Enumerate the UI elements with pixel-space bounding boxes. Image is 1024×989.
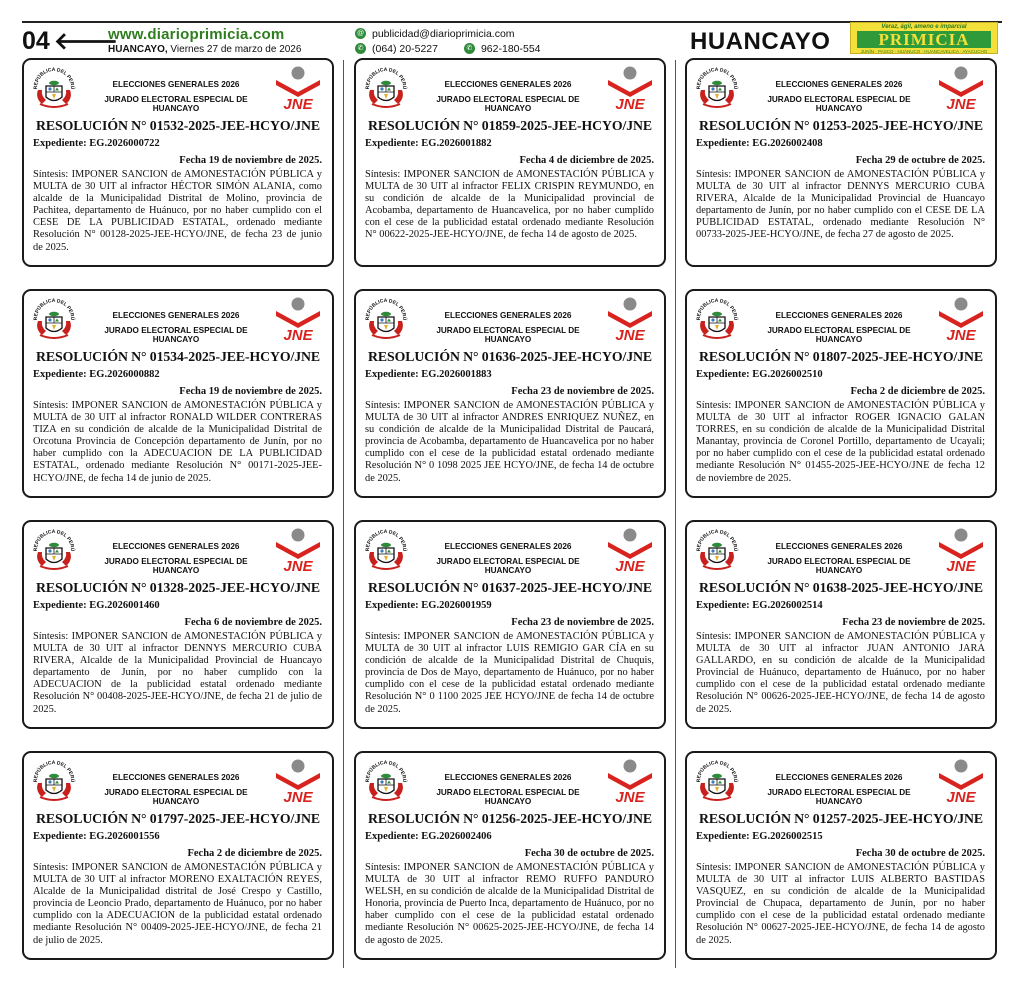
svg-text:JNE: JNE [615,789,645,803]
jury-title: JURADO ELECTORAL ESPECIAL DE HUANCAYO [436,95,580,113]
svg-text:REPÚBLICA DEL PERÚ: REPÚBLICA DEL PERÚ [364,297,408,321]
notice-header [356,753,664,809]
expediente: Expediente: EG.2026002515 [696,831,823,842]
resolution-notice [685,751,997,960]
resolution-number: RESOLUCIÓN N° 01256-2025-JEE-HCYO/JNE [368,811,652,826]
resolution-number: RESOLUCIÓN N° 01859-2025-JEE-HCYO/JNE [368,118,652,133]
resolution-number: RESOLUCIÓN N° 01534-2025-JEE-HCYO/JNE [36,349,320,364]
column-divider [343,60,344,968]
svg-text:REPÚBLICA DEL PERÚ: REPÚBLICA DEL PERÚ [695,66,739,90]
resolution-notice [354,289,666,498]
jne-logo-icon [937,759,985,803]
expediente: Expediente: EG.2026002510 [696,369,823,380]
resolution-notice [354,520,666,729]
svg-text:JNE: JNE [283,558,313,572]
brand-name: PRIMICIA [857,31,991,48]
jury-title: JURADO ELECTORAL ESPECIAL DE HUANCAYO [104,788,248,806]
svg-text:REPÚBLICA DEL PERÚ: REPÚBLICA DEL PERÚ [32,66,76,90]
jne-logo-icon [274,759,322,803]
email-link[interactable]: publicidad@diarioprimicia.com [372,27,515,40]
phone-number: (064) 20-5227 [372,42,438,55]
election-title: ELECCIONES GENERALES 2026 [444,542,572,551]
phone-icon: ✆ [355,43,366,54]
resolution-synthesis: Síntesis: IMPONER SANCION de AMONESTACIÓN PÚBLICA y MULTA de 30 UIT al infractor RONALD WILDER CONTRERAS TIZA en su condición de alcalde de la Municipalidad Distrital de Orcotuna Provincia de Concepción departamento de Junín, por no haber cumplido con la ADECUACION DE LA PUBLICIDAD ESTATAL, ordenado mediante Resolución N° 00171-2025-JEE-HCYO/JNE, de fecha 14 de junio de 2025. [33,400,322,484]
jury-title: JURADO ELECTORAL ESPECIAL DE HUANCAYO [436,788,580,806]
site-block [108,26,301,55]
dateline-date: Viernes 27 de marzo de 2026 [167,44,302,55]
resolution-synthesis: Síntesis: IMPONER SANCION de AMONESTACIÓN PÚBLICA y MULTA de 30 UIT al infractor LUIS ALBERTO BASTIDAS VASQUEZ, en su condición de alcalde de la Municipalidad Provincial de Chupaca, departamento de Junín, por no haber cumplido con el cese de la publicidad estatal ordenado mediante Resolución N° 00627-2025-JEE-HCYO/JNE, de fecha 14 de agosto de 2025. [696,862,985,946]
expediente: Expediente: EG.2026001959 [365,600,492,611]
peru-coat-of-arms-icon [695,528,739,572]
resolution-number: RESOLUCIÓN N° 01257-2025-JEE-HCYO/JNE [699,811,983,826]
resolution-notice [354,751,666,960]
email-icon: @ [356,30,365,37]
primicia-logo [850,22,998,54]
resolution-synthesis: Síntesis: IMPONER SANCION de AMONESTACIÓN PÚBLICA y MULTA de 30 UIT al infractor FELIX CRISPIN REYMUNDO, en su condición de alcalde de la Municipalidad provincial de Acobamba, departamento de Huancavelica, por no haber cumplido con el cese de la publicidad estatal ordenado mediante Resolución N° 00622-2025-JEE-HCYO/JNE, de fecha 14 de agosto de 2025. [365,169,654,241]
resolution-synthesis: Síntesis: IMPONER SANCION de AMONESTACIÓN PÚBLICA y MULTA de 30 UIT al infractor DENNYS MERCURIO CUBA RIVERA, Alcalde de la Municipalidad Provincial de Huancayo departamento de Junín, por no haber cumplido con la ADECUACION de la publicidad estatal ordenado mediante Resolución N° 00408-2025-JEE-HCYO/JNE, de fecha 21 de julio de 2025. [33,631,322,715]
resolution-synthesis: Síntesis: IMPONER SANCION de AMONESTACIÓN PÚBLICA y MULTA de 30 UIT al infractor ROGER IGNACIO GALAN TORRES, en su condición de alcalde de la Municipalidad Distrital Manantay, provincia de Coronel Portillo, departamento de Ucayali; por no haber cumplido con el cese de la publicidad estatal ordenado mediante Resolución N° 01455-2025-JEE-HCYO/JNE de fecha 12 de noviembre de 2025. [696,400,985,484]
jne-logo-icon [274,297,322,341]
notice-header [356,522,664,578]
resolution-date: Fecha 30 de octubre de 2025. [855,848,985,859]
resolution-date: Fecha 29 de octubre de 2025. [855,155,985,166]
resolution-synthesis: Síntesis: IMPONER SANCION de AMONESTACIÓN PÚBLICA y MULTA de 30 UIT al infractor HÉCTOR SIMÓN ALANIA, como alcalde de la Municipalidad Distrital de Molino, provincia de Pachitea, departamento de Huánuco, por no haber cumplido con el CESE DE LA PUBLICIDAD ESTATAL, ordenado mediante Resolución N° 00128-2025-JEE-HCYO/JNE, de fecha 23 de junio de 2025. [33,169,322,253]
resolution-number: RESOLUCIÓN N° 01638-2025-JEE-HCYO/JNE [699,580,983,595]
svg-text:JNE: JNE [283,789,313,803]
notice-header [24,60,332,116]
peru-coat-of-arms-icon [364,297,408,341]
resolution-number: RESOLUCIÓN N° 01637-2025-JEE-HCYO/JNE [368,580,652,595]
peru-coat-of-arms-icon [364,759,408,803]
svg-text:REPÚBLICA DEL PERÚ: REPÚBLICA DEL PERÚ [364,528,408,552]
brand-tagline: Veraz, ágil, ameno e imparcial [881,24,967,30]
resolution-date: Fecha 23 de noviembre de 2025. [511,386,654,397]
jury-title: JURADO ELECTORAL ESPECIAL DE HUANCAYO [767,95,911,113]
svg-text:REPÚBLICA DEL PERÚ: REPÚBLICA DEL PERÚ [364,66,408,90]
resolution-notice [22,289,334,498]
resolution-date: Fecha 4 de diciembre de 2025. [519,155,654,166]
svg-text:REPÚBLICA DEL PERÚ: REPÚBLICA DEL PERÚ [695,759,739,783]
resolution-synthesis: Síntesis: IMPONER SANCION de AMONESTACIÓN PÚBLICA y MULTA de 30 UIT al infractor MORENO EXALTACIÓN REYES, Alcalde de la Municipalidad distrital de José Crespo y Castillo, provincia de Leoncio Prado, departamento de Huánuco, por no haber cumplido con la ADECUACION de la publicidad estatal ordenado mediante Resolución N° 00409-2025-JEE-HCYO/JNE, de fecha 21 de julio de 2025. [33,862,322,946]
resolution-date: Fecha 19 de noviembre de 2025. [179,386,322,397]
jne-logo-icon [274,66,322,110]
expediente: Expediente: EG.2026001556 [33,831,160,842]
svg-text:REPÚBLICA DEL PERÚ: REPÚBLICA DEL PERÚ [32,528,76,552]
page-header [22,24,1002,57]
svg-text:REPÚBLICA DEL PERÚ: REPÚBLICA DEL PERÚ [364,759,408,783]
expediente: Expediente: EG.2026000722 [33,138,160,149]
peru-coat-of-arms-icon [32,528,76,572]
peru-coat-of-arms-icon [32,297,76,341]
resolution-notice [22,520,334,729]
resolution-notice [22,751,334,960]
jne-logo-icon [937,66,985,110]
jury-title: JURADO ELECTORAL ESPECIAL DE HUANCAYO [767,326,911,344]
expediente: Expediente: EG.2026002514 [696,600,823,611]
whatsapp-number: 962-180-554 [480,42,541,55]
peru-coat-of-arms-icon [364,528,408,572]
jne-logo-icon [606,528,654,572]
resolution-notice [685,289,997,498]
election-title: ELECCIONES GENERALES 2026 [444,773,572,782]
resolution-notice [685,520,997,729]
brand-regions: JUNÍN · PASCO · HUÁNUCO · HUANCAVELICA · AYACUCHO [860,49,988,54]
peru-coat-of-arms-icon [695,759,739,803]
arrow-left-icon: 🡐 [53,27,119,55]
election-title: ELECCIONES GENERALES 2026 [775,773,903,782]
notice-header [356,60,664,116]
svg-text:REPÚBLICA DEL PERÚ: REPÚBLICA DEL PERÚ [695,528,739,552]
notice-header [687,291,995,347]
jne-logo-icon [606,759,654,803]
peru-coat-of-arms-icon [32,66,76,110]
election-title: ELECCIONES GENERALES 2026 [444,311,572,320]
section-title: HUANCAYO [690,28,831,55]
election-title: ELECCIONES GENERALES 2026 [112,311,240,320]
resolution-number: RESOLUCIÓN N° 01532-2025-JEE-HCYO/JNE [36,118,320,133]
resolution-synthesis: Síntesis: IMPONER SANCION de AMONESTACIÓN PÚBLICA y MULTA de 30 UIT al infractor DENNYS MERCURIO CUBA RIVERA, Alcalde de la Municipalidad Provincial de Huancayo departamento de Junín, por no haber cumplido con el CESE DE LA PUBLICIDAD ESTATAL, ordenado mediante Resolución N° 00733-2025-JEE-HCYO/JNE, de fecha 27 de agosto de 2025. [696,169,985,241]
resolution-number: RESOLUCIÓN N° 01636-2025-JEE-HCYO/JNE [368,349,652,364]
notice-header [24,522,332,578]
dateline-city: HUANCAYO, [108,44,168,55]
notice-header [24,753,332,809]
whatsapp-icon: ✆ [464,43,475,54]
svg-text:JNE: JNE [946,96,976,110]
jury-title: JURADO ELECTORAL ESPECIAL DE HUANCAYO [767,557,911,575]
notice-header [356,291,664,347]
website-link[interactable]: www.diarioprimicia.com [108,26,285,43]
expediente: Expediente: EG.2026002408 [696,138,823,149]
resolution-date: Fecha 19 de noviembre de 2025. [179,155,322,166]
jne-logo-icon [606,66,654,110]
svg-text:JNE: JNE [946,327,976,341]
jury-title: JURADO ELECTORAL ESPECIAL DE HUANCAYO [767,788,911,806]
column-divider [675,60,676,968]
notice-header [687,60,995,116]
jury-title: JURADO ELECTORAL ESPECIAL DE HUANCAYO [104,326,248,344]
resolution-synthesis: Síntesis: IMPONER SANCION de AMONESTACIÓN PÚBLICA y MULTA de 30 UIT al infractor LUIS REMIGIO GAR CÍA en su condición de alcalde de la Municipalidad Distrital de Chuquis, provincia de Dos de Mayo, departamento de Huánuco, por no haber cumplido con el cese de la publicidad estatal ordenado mediante Resolución N° 0 1100 2025 JEE HCYO/JNE de fecha 14 de octubre de 2025. [365,631,654,715]
jne-logo-icon [606,297,654,341]
resolution-synthesis: Síntesis: IMPONER SANCION de AMONESTACIÓN PÚBLICA y MULTA de 30 UIT al infractor JUAN ANTONIO JARA GALLARDO, en su condición de alcalde de la Municipalidad Provincial de Huánuco, departamento de Huánuco, por no haber cumplido con el cese de la publicidad estatal ordenado mediante Resolución N° 00626-2025-JEE-HCYO/JNE, de fecha 14 de agosto de 2025. [696,631,985,715]
expediente: Expediente: EG.2026001883 [365,369,492,380]
expediente: Expediente: EG.2026001460 [33,600,160,611]
election-title: ELECCIONES GENERALES 2026 [775,80,903,89]
notice-header [24,291,332,347]
expediente: Expediente: EG.2026000882 [33,369,160,380]
election-title: ELECCIONES GENERALES 2026 [775,542,903,551]
resolution-date: Fecha 23 de noviembre de 2025. [511,617,654,628]
jury-title: JURADO ELECTORAL ESPECIAL DE HUANCAYO [104,557,248,575]
svg-text:JNE: JNE [615,558,645,572]
election-title: ELECCIONES GENERALES 2026 [775,311,903,320]
svg-text:REPÚBLICA DEL PERÚ: REPÚBLICA DEL PERÚ [695,297,739,321]
peru-coat-of-arms-icon [695,297,739,341]
resolution-date: Fecha 23 de noviembre de 2025. [842,617,985,628]
svg-text:JNE: JNE [283,327,313,341]
jne-logo-icon [937,297,985,341]
peru-coat-of-arms-icon [695,66,739,110]
resolution-date: Fecha 30 de octubre de 2025. [524,848,654,859]
jne-logo-icon [937,528,985,572]
expediente: Expediente: EG.2026001882 [365,138,492,149]
resolution-number: RESOLUCIÓN N° 01807-2025-JEE-HCYO/JNE [699,349,983,364]
svg-text:JNE: JNE [946,789,976,803]
jury-title: JURADO ELECTORAL ESPECIAL DE HUANCAYO [436,557,580,575]
election-title: ELECCIONES GENERALES 2026 [444,80,572,89]
page-number [22,27,118,56]
contact-block [355,26,541,56]
svg-text:JNE: JNE [615,96,645,110]
jury-title: JURADO ELECTORAL ESPECIAL DE HUANCAYO [436,326,580,344]
resolution-synthesis: Síntesis: IMPONER SANCION de AMONESTACIÓN PÚBLICA y MULTA de 30 UIT al infractor ANDRES ENRIQUEZ NUÑEZ, en su condición de alcalde de la Municipalidad Distrital de Paucará, provincia de Acobamba, departamento de Huancavelica por no haber cumplido con el cese de la publicidad estatal ordenado mediante Resolución N° 0 1098 2025 JEE HCYO/JNE, de fecha 14 de octubre de 2025. [365,400,654,484]
resolution-number: RESOLUCIÓN N° 01797-2025-JEE-HCYO/JNE [36,811,320,826]
svg-text:JNE: JNE [283,96,313,110]
svg-text:REPÚBLICA DEL PERÚ: REPÚBLICA DEL PERÚ [32,297,76,321]
svg-text:JNE: JNE [615,327,645,341]
resolution-number: RESOLUCIÓN N° 01253-2025-JEE-HCYO/JNE [699,118,983,133]
resolution-synthesis: Síntesis: IMPONER SANCION de AMONESTACIÓN PÚBLICA y MULTA de 30 UIT al infractor REMO RUFFO PANDURO WELSH, en su condición de alcalde de la Municipalidad Distrital de Honoria, provincia de Puerto Inca, departamento de Huánuco, por no haber cumplido con el cese de la publicidad estatal ordenado mediante Resolución N° 00625-2025-JEE-HCYO/JNE, de fecha 14 de agosto de 2025. [365,862,654,946]
expediente: Expediente: EG.2026002406 [365,831,492,842]
election-title: ELECCIONES GENERALES 2026 [112,542,240,551]
resolution-notice [685,58,997,267]
jne-logo-icon [274,528,322,572]
resolution-notice [22,58,334,267]
resolution-date: Fecha 2 de diciembre de 2025. [850,386,985,397]
dateline [108,44,301,55]
peru-coat-of-arms-icon [364,66,408,110]
svg-text:JNE: JNE [946,558,976,572]
svg-text:REPÚBLICA DEL PERÚ: REPÚBLICA DEL PERÚ [32,759,76,783]
election-title: ELECCIONES GENERALES 2026 [112,80,240,89]
notice-header [687,753,995,809]
resolution-notice [354,58,666,267]
page-number-text: 04 [22,27,50,55]
election-title: ELECCIONES GENERALES 2026 [112,773,240,782]
resolution-number: RESOLUCIÓN N° 01328-2025-JEE-HCYO/JNE [36,580,320,595]
peru-coat-of-arms-icon [32,759,76,803]
resolution-date: Fecha 2 de diciembre de 2025. [187,848,322,859]
resolution-date: Fecha 6 de noviembre de 2025. [184,617,322,628]
jury-title: JURADO ELECTORAL ESPECIAL DE HUANCAYO [104,95,248,113]
notice-header [687,522,995,578]
